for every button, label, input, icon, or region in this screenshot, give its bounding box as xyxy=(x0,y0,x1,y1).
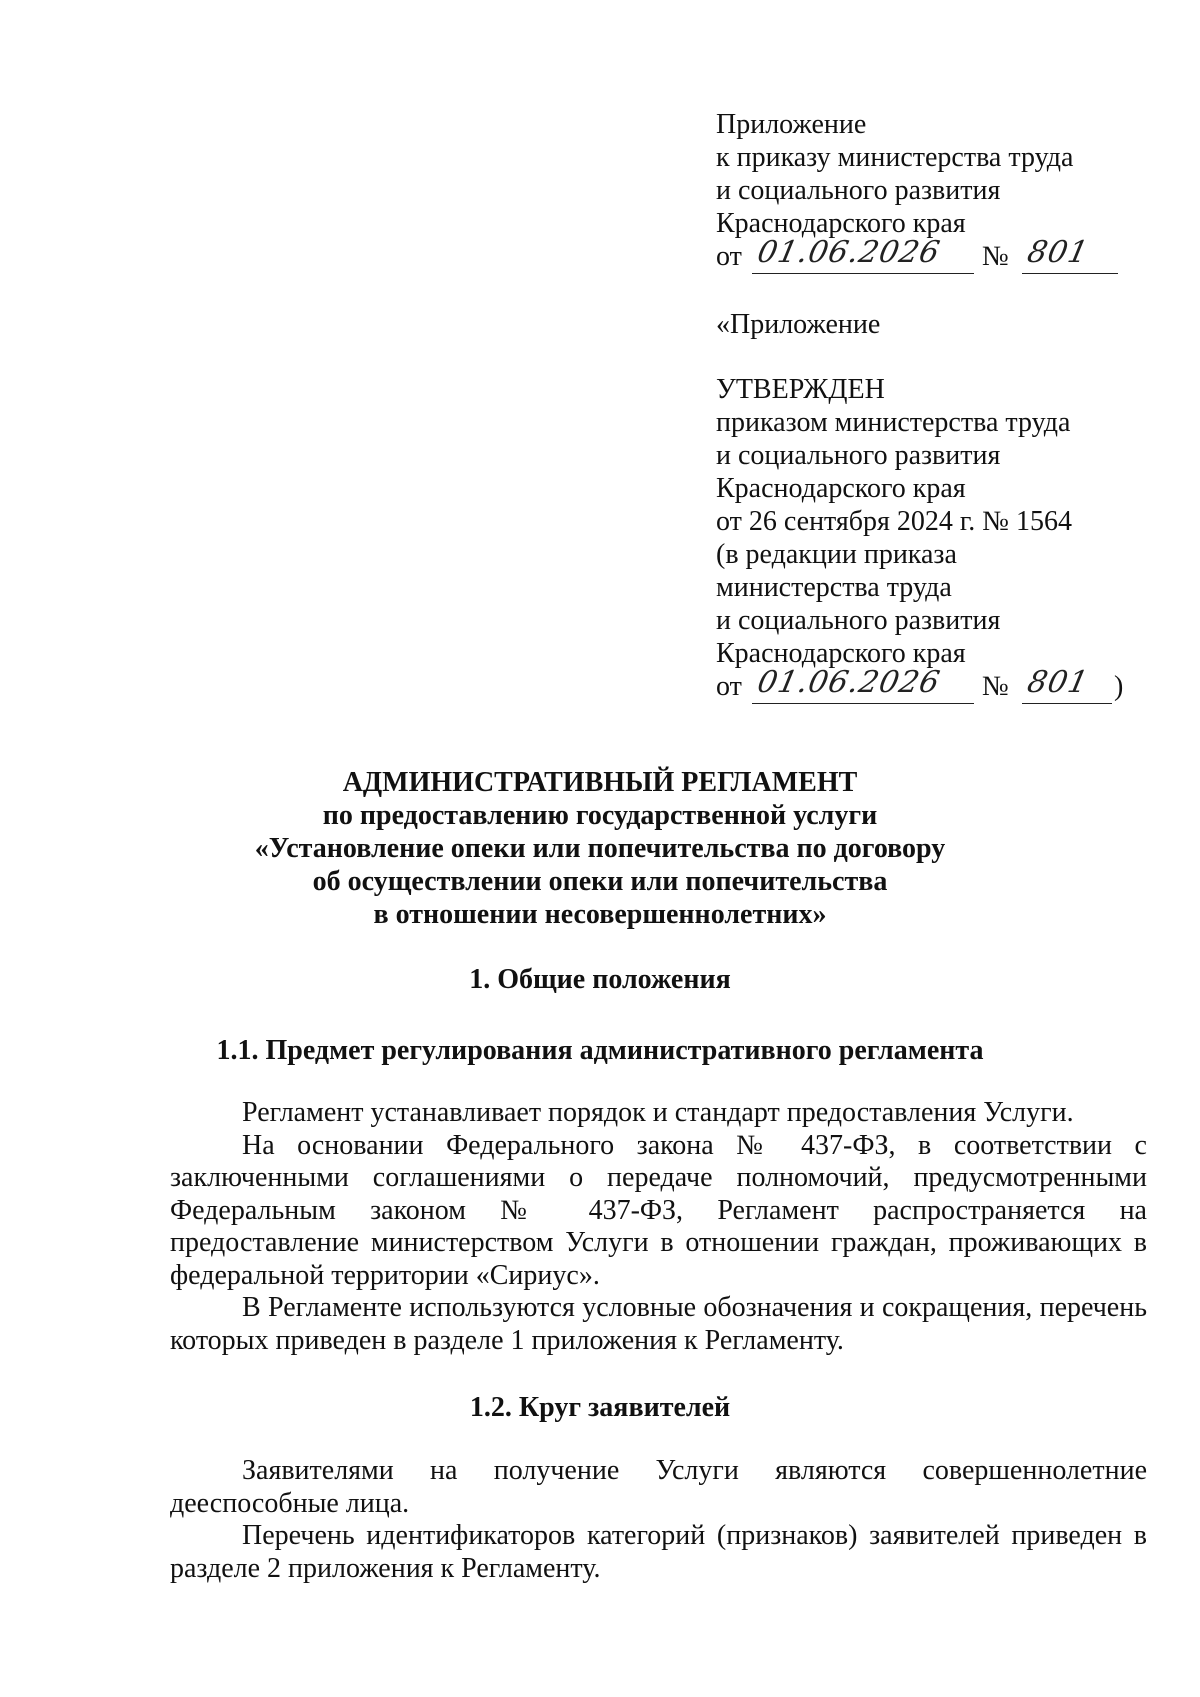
approval-line: Краснодарского края xyxy=(716,638,966,669)
approval-line: и социального развития xyxy=(716,605,1001,636)
title-line: об осуществлении опеки или попечительства xyxy=(312,866,888,897)
approval-line: министерства труда xyxy=(716,572,952,603)
paragraph: Перечень идентификаторов категорий (признаков) заявителей приведен в разделе 2 приложения к Регламенту. xyxy=(170,1520,1147,1584)
approval-date-number-line xyxy=(716,665,1124,710)
number-field xyxy=(1022,665,1112,704)
appendix-line: Краснодарского края xyxy=(716,208,966,239)
date-prefix: от xyxy=(716,671,742,702)
title-line: в отношении несовершеннолетних» xyxy=(373,899,827,930)
handwritten-number: 801 xyxy=(1024,235,1092,270)
appendix-line: к приказу министерства труда xyxy=(716,142,1074,173)
approval-line: (в редакции приказа xyxy=(716,539,957,570)
appendix-line: Приложение xyxy=(716,109,867,140)
approval-line: и социального развития xyxy=(716,440,1001,471)
number-field xyxy=(1022,235,1118,274)
approval-prefix: «Приложение xyxy=(716,309,881,340)
handwritten-number: 801 xyxy=(1024,665,1092,700)
paragraph: Заявителями на получение Услуги являются совершеннолетние дееспособные лица. xyxy=(170,1455,1147,1519)
subsection-heading: 1.1. Предмет регулирования административного регламента xyxy=(216,1035,984,1066)
subsection-1-1-body xyxy=(170,1097,1147,1357)
approval-line: приказом министерства труда xyxy=(716,407,1071,438)
paragraph: В Регламенте используются условные обозначения и сокращения, перечень которых приведен в разделе 1 приложения к Регламенту. xyxy=(170,1292,1147,1356)
paragraph: Регламент устанавливает порядок и стандарт предоставления Услуги. xyxy=(242,1097,1074,1128)
title-line: АДМИНИСТРАТИВНЫЙ РЕГЛАМЕНТ xyxy=(342,767,858,798)
handwritten-date: 01.06.2026 xyxy=(754,235,944,270)
date-field xyxy=(752,665,974,704)
closing-paren: ) xyxy=(1114,671,1124,702)
approval-line: от 26 сентября 2024 г. № 1564 xyxy=(716,506,1072,537)
date-prefix: от xyxy=(716,241,742,272)
subsection-heading: 1.2. Круг заявителей xyxy=(469,1392,731,1423)
date-field xyxy=(752,235,974,274)
approval-line: Краснодарского края xyxy=(716,473,966,504)
paragraph: На основании Федерального закона № 437-ФЗ, в соответствии с заключенными соглашениями о передаче полномочий, предусмотренными Федеральным законом № 437-ФЗ, Регламент распространяется на предоставление министерством Услуги в отношении граждан, проживающих в федеральной территории «Сириус». xyxy=(170,1129,1147,1291)
title-line: «Установление опеки или попечительства по договору xyxy=(254,833,946,864)
subsection-1-2-body xyxy=(170,1455,1147,1585)
document-title xyxy=(0,766,1200,931)
title-line: по предоставлению государственной услуги xyxy=(322,800,878,831)
section-heading: 1. Общие положения xyxy=(469,964,731,995)
approved-label: УТВЕРЖДЕН xyxy=(716,374,885,405)
appendix-line: и социального развития xyxy=(716,175,1001,206)
appendix-header xyxy=(716,108,1124,710)
appendix-date-number-line xyxy=(716,235,1116,280)
number-sign: № xyxy=(982,241,1009,272)
handwritten-date: 01.06.2026 xyxy=(754,665,944,700)
number-sign: № xyxy=(982,671,1009,702)
